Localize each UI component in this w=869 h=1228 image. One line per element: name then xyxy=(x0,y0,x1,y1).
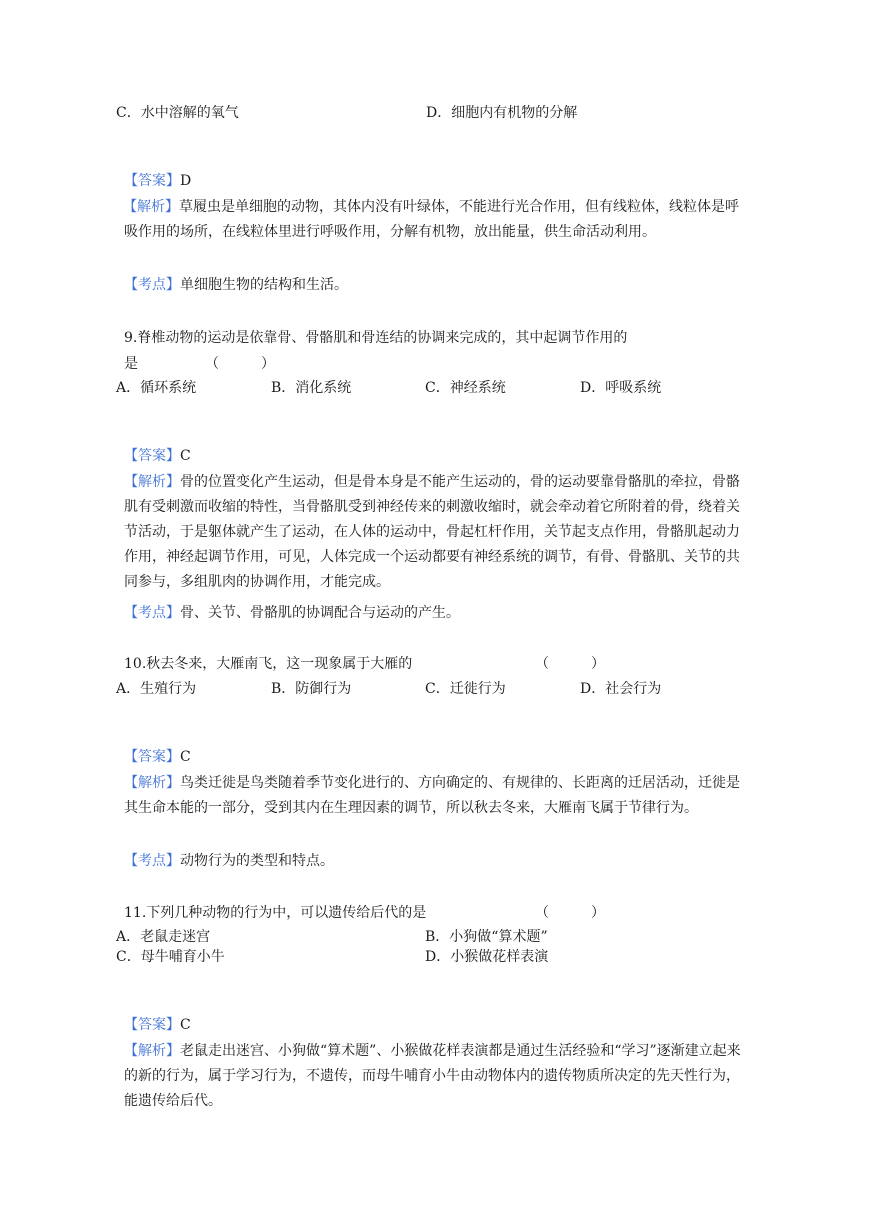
q9-option-a: A．循环系统 xyxy=(116,380,197,396)
q10-option-b: B．防御行为 xyxy=(271,681,352,697)
analysis-text: 鸟类迁徙是鸟类随着季节变化进行的、方向确定的、有规律的、长距离的迁居活动，迁徙是其生命本能的一部分，受到其内在生理因素的调节，所以秋去冬来，大雁南飞属于节律行为。 xyxy=(124,775,740,816)
q9-option-c: C．神经系统 xyxy=(425,380,506,396)
point-text: 单细胞生物的结构和生活。 xyxy=(180,277,348,293)
analysis-tag: 【解析】 xyxy=(124,1043,180,1059)
q9-option-b: B．消化系统 xyxy=(271,380,352,396)
analysis-text: 草履虫是单细胞的动物，其体内没有叶绿体，不能进行光合作用，但有线粒体，线粒体是呼吸作用的场所，在线粒体里进行呼吸作用，分解有机物，放出能量，供生命活动利用。 xyxy=(124,199,739,240)
point-text: 动物行为的类型和特点。 xyxy=(180,853,334,869)
q10-option-d: D．社会行为 xyxy=(580,681,662,697)
q10-answer xyxy=(124,747,191,767)
point-tag: 【考点】 xyxy=(124,853,180,869)
q8-answer xyxy=(124,171,191,191)
analysis-tag: 【解析】 xyxy=(124,474,180,490)
q10-point xyxy=(124,851,334,871)
answer-value: C xyxy=(180,749,191,765)
point-tag: 【考点】 xyxy=(124,605,180,621)
q10-stem: 10.秋去冬来，大雁南飞，这一现象属于大雁的 xyxy=(124,656,413,672)
analysis-text: 老鼠走出迷宫、小狗做“算术题”、小猴做花样表演都是通过生活经验和“学习”逐渐建立起来的新的行为，属于学习行为，不遗传，而母牛哺育小牛由动物体内的遗传物质所决定的先天性行为，能遗传给后代。 xyxy=(124,1043,741,1109)
q10-option-a: A．生殖行为 xyxy=(116,681,197,697)
answer-value: C xyxy=(180,448,191,464)
point-tag: 【考点】 xyxy=(124,277,180,293)
answer-tag: 【答案】 xyxy=(124,173,180,189)
q9-stem-line2: 是 xyxy=(124,356,138,372)
q9-stem-line1: 9.脊椎动物的运动是依靠骨、骨骼肌和骨连结的协调来完成的，其中起调节作用的 xyxy=(124,330,628,346)
q11-blank: （ ） xyxy=(535,905,605,921)
q9-answer xyxy=(124,446,191,466)
q11-stem: 11.下列几种动物的行为中，可以遗传给后代的是 xyxy=(124,905,427,921)
q11-answer xyxy=(124,1015,191,1035)
analysis-tag: 【解析】 xyxy=(123,199,179,215)
q9-option-d: D．呼吸系统 xyxy=(580,380,662,396)
q10-analysis xyxy=(124,771,744,821)
q8-option-d: D．细胞内有机物的分解 xyxy=(426,105,578,121)
answer-value: D xyxy=(180,173,192,189)
q11-option-a: A．老鼠走迷宫 xyxy=(116,929,211,945)
analysis-tag: 【解析】 xyxy=(124,775,180,791)
q9-blank: （ ） xyxy=(205,356,275,372)
analysis-text: 骨的位置变化产生运动，但是骨本身是不能产生运动的，骨的运动要靠骨骼肌的牵拉，骨骼肌有受刺激而收缩的特性，当骨骼肌受到神经传来的刺激收缩时，就会牵动着它所附着的骨，绕着关节活动，于是躯体就产生了运动，在人体的运动中，骨起杠杆作用，关节起支点作用，骨骼肌起动力作用，神经起调节作用，可见，人体完成一个运动都要有神经系统的调节，有骨、骨骼肌、关节的共同参与，多组肌肉的协调作用，才能完成。 xyxy=(124,474,740,590)
q8-point xyxy=(124,275,348,295)
q11-option-d: D．小猴做花样表演 xyxy=(425,949,549,965)
q9-analysis xyxy=(124,470,744,595)
answer-tag: 【答案】 xyxy=(124,749,180,765)
answer-tag: 【答案】 xyxy=(124,448,180,464)
q9-point xyxy=(124,603,460,623)
answer-tag: 【答案】 xyxy=(124,1017,180,1033)
q8-option-c: C．水中溶解的氧气 xyxy=(116,105,239,121)
answer-value: C xyxy=(180,1017,191,1033)
q8-analysis xyxy=(124,195,744,245)
q11-option-b: B．小狗做“算术题” xyxy=(425,929,548,945)
point-text: 骨、关节、骨骼肌的协调配合与运动的产生。 xyxy=(180,605,460,621)
q10-blank: （ ） xyxy=(535,656,605,672)
q10-option-c: C．迁徙行为 xyxy=(425,681,506,697)
q11-option-c: C．母牛哺育小牛 xyxy=(116,949,225,965)
q11-analysis xyxy=(124,1039,744,1114)
